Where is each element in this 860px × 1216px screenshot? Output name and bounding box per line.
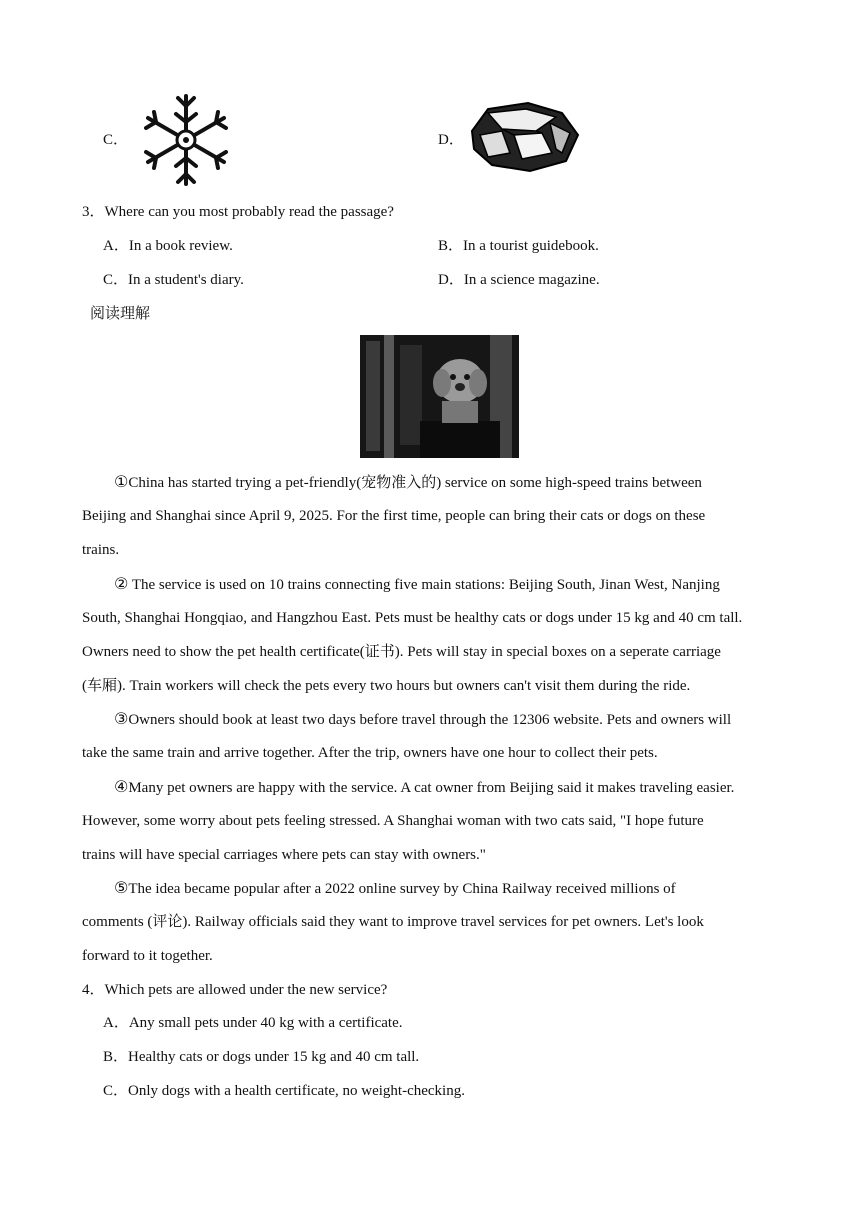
paragraph-4-line-2: However, some worry about pets feeling stressed. A Shanghai woman with two cats said, "I hope future [82,813,704,829]
question-3-option-a: A．In a book review. [103,238,233,254]
option-d-label: D． [438,132,464,148]
paragraph-3-line-2: take the same train and arrive together. After the trip, owners have one hour to collect their pets. [82,745,658,761]
question-3-option-c: C．In a student's diary. [103,272,244,288]
section-title: 阅读理解 [90,304,151,322]
question-3-stem: 3．Where can you most probably read the passage? [82,204,394,220]
paragraph-1-line-2: Beijing and Shanghai since April 9, 2025. For the first time, people can bring their cats or dogs on these [82,508,706,524]
paragraph-3-line-1: ③Owners should book at least two days before travel through the 12306 website. Pets and owners will [114,709,732,728]
question-3-option-b: B．In a tourist guidebook. [438,238,599,254]
paragraph-5-line-3: forward to it together. [82,948,213,964]
option-c-label: C． [103,132,129,148]
paragraph-2-line-4: (车厢). Train workers will check the pets every two hours but owners can't visit them during the ride. [82,678,691,694]
paragraph-4-number: ④ [114,777,129,796]
paragraph-2-line-1: ② The service is used on 10 trains connecting five main stations: Beijing South, Jinan West, Nanjing [114,574,720,593]
paragraph-1-line-3: trains. [82,542,120,558]
paragraph-4-line-3: trains will have special carriages where pets can stay with owners." [82,847,486,863]
paragraph-2-number: ② [114,574,129,593]
paragraph-5-number: ⑤ [114,878,129,897]
question-4-option-c: C．Only dogs with a health certificate, no weight-checking. [103,1083,465,1099]
paragraph-5-line-1: ⑤The idea became popular after a 2022 online survey by China Railway received millions of [114,878,676,897]
paragraph-1-number: ① [114,472,129,491]
question-3-option-d: D．In a science magazine. [438,272,600,288]
paragraph-4-line-1: ④Many pet owners are happy with the service. A cat owner from Beijing said it makes traveling easier. [114,777,735,796]
question-4-stem: 4．Which pets are allowed under the new service? [82,982,388,998]
snowflake-image [136,92,236,188]
question-4-option-b: B．Healthy cats or dogs under 15 kg and 40 cm tall. [103,1049,420,1065]
paragraph-1-line-1: ①China has started trying a pet-friendly(宠物准入的) service on some high-speed trains between [114,472,702,491]
question-4-option-a: A．Any small pets under 40 kg with a certificate. [103,1015,403,1031]
dog-on-train-photo [360,335,519,458]
paragraph-2-line-3: Owners need to show the pet health certificate(证书). Pets will stay in special boxes on a seperate carriage [82,644,721,660]
paragraph-5-line-2: comments (评论). Railway officials said they want to improve travel services for pet owners. Let's look [82,914,704,930]
paragraph-3-number: ③ [114,709,129,728]
paragraph-2-line-2: South, Shanghai Hongqiao, and Hangzhou East. Pets must be healthy cats or dogs under 15 kg and 40 cm tall. [82,610,743,626]
crystal-image [466,101,580,173]
